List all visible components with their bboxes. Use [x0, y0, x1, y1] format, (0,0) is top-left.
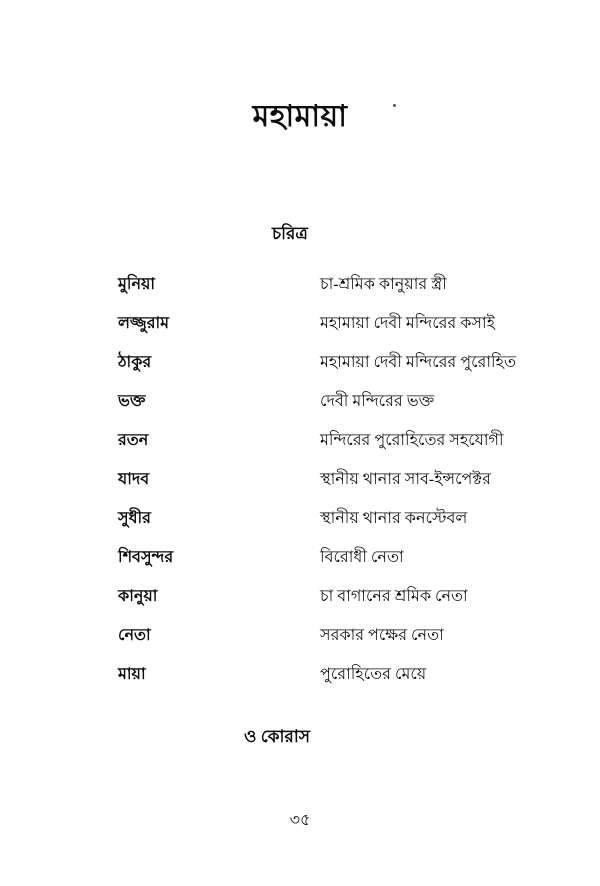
list-item: [0, 388, 600, 427]
character-description: চা বাগানের শ্রমিক নেতা: [320, 588, 468, 605]
character-description: মন্দিরের পুরোহিতের সহযোগী: [320, 432, 504, 449]
character-name: ভক্ত: [118, 393, 146, 410]
character-description: দেবী মন্দিরের ভক্ত: [320, 393, 435, 410]
character-description: পুরোহিতের মেয়ে: [320, 666, 427, 683]
character-name: যাদব: [118, 471, 150, 488]
list-item: [0, 310, 600, 349]
character-description: স্থানীয় থানার কনস্টেবল: [320, 510, 468, 527]
list-item: [0, 661, 600, 700]
character-description: সরকার পক্ষের নেতা: [320, 627, 444, 644]
character-name: নেতা: [118, 627, 151, 644]
character-description: চা-শ্রমিক কানুয়ার স্ত্রী: [320, 276, 447, 293]
character-description: স্থানীয় থানার সাব-ইন্সপেক্টর: [320, 471, 491, 488]
list-item: [0, 505, 600, 544]
character-name: রতন: [118, 432, 149, 449]
list-item: [0, 349, 600, 388]
cast-list: [0, 249, 600, 700]
character-name: মুনিয়া: [118, 276, 156, 293]
character-name: শিবসুন্দর: [118, 549, 174, 566]
list-item: [0, 544, 600, 583]
character-description: মহামায়া দেবী মন্দিরের পুরোহিত: [320, 354, 516, 371]
list-item: [0, 466, 600, 505]
section-heading: চরিত্র: [272, 224, 308, 243]
character-description: মহামায়া দেবী মন্দিরের কসাই: [320, 315, 495, 332]
page-number: ৩৫: [289, 812, 311, 829]
character-description: বিরোধী নেতা: [320, 549, 404, 566]
ink-speck: [393, 104, 396, 107]
character-name: লজ্জুরাম: [118, 315, 170, 332]
character-name: সুধীর: [118, 510, 151, 527]
list-item: [0, 583, 600, 622]
page-title: মহামায়া: [252, 100, 348, 133]
character-name: মায়া: [118, 666, 146, 683]
character-name: কানুয়া: [118, 588, 158, 605]
list-item: [0, 622, 600, 661]
character-name: ঠাকুর: [118, 354, 152, 371]
chorus-note: ও কোরাস: [244, 727, 310, 746]
list-item: [0, 271, 600, 310]
list-item: [0, 427, 600, 466]
